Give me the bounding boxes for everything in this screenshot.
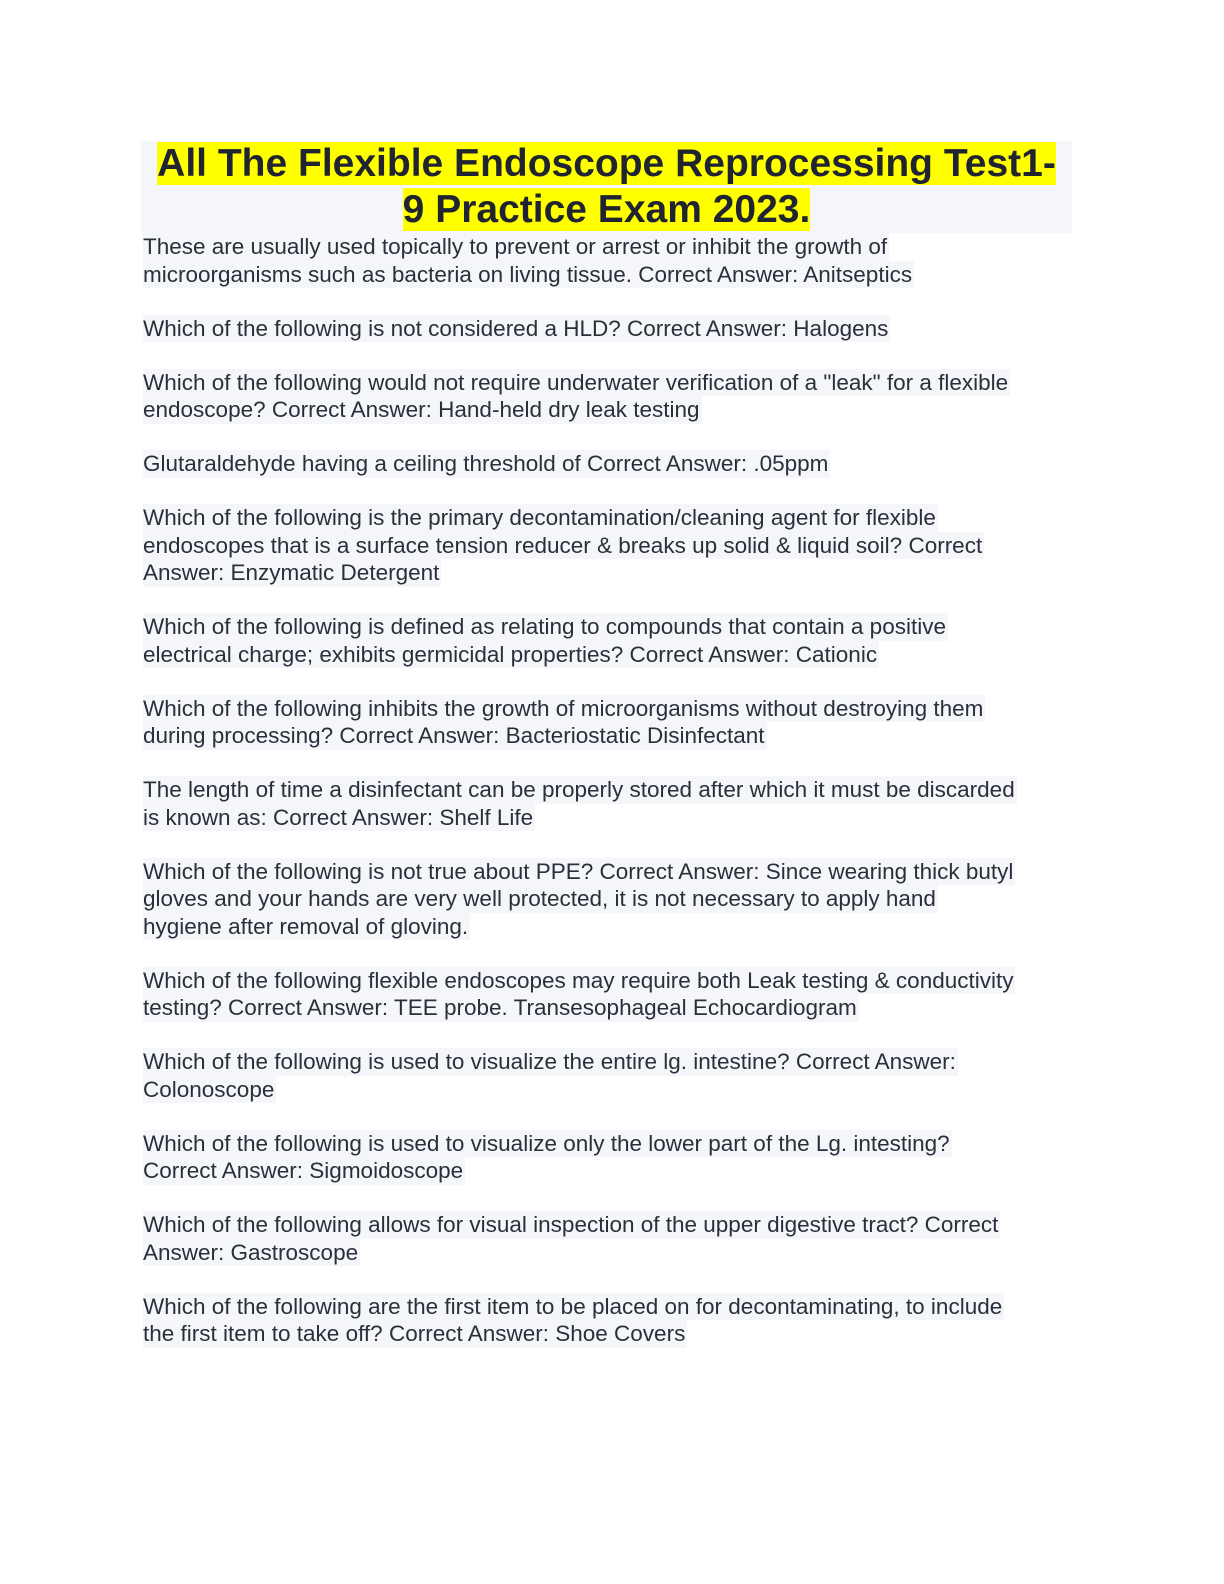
- qa-item: [143, 695, 1078, 750]
- qa-item: [143, 1293, 1078, 1348]
- qa-line: Answer: Gastroscope: [143, 1239, 359, 1265]
- title-line-2: 9 Practice Exam 2023.: [402, 188, 811, 231]
- qa-item: [143, 450, 1078, 478]
- qa-line: Which of the following is not considered a HLD? Correct Answer: Halogens: [143, 315, 889, 341]
- question-answer-list: [143, 233, 1078, 1374]
- qa-line: during processing? Correct Answer: Bacteriostatic Disinfectant: [143, 723, 765, 748]
- qa-line: Which of the following is used to visualize only the lower part of the Lg. intesting?: [143, 1130, 950, 1156]
- qa-item: [143, 858, 1078, 941]
- qa-item: [143, 233, 1078, 288]
- qa-line: the first item to take off? Correct Answer: Shoe Covers: [143, 1321, 686, 1346]
- qa-item: [143, 1130, 1078, 1185]
- qa-line: Which of the following would not require underwater verification of a "leak" for a flexible: [143, 369, 1009, 395]
- qa-line: Which of the following are the first item to be placed on for decontaminating, to include: [143, 1293, 1003, 1319]
- qa-line: is known as: Correct Answer: Shelf Life: [143, 804, 534, 830]
- qa-line: microorganisms such as bacteria on living tissue. Correct Answer: Anitseptics: [143, 261, 913, 287]
- qa-item: [143, 369, 1078, 424]
- qa-line: endoscope? Correct Answer: Hand-held dry leak testing: [143, 397, 700, 422]
- qa-line: Which of the following is the primary decontamination/cleaning agent for flexible: [143, 505, 936, 530]
- qa-line: Which of the following inhibits the growth of microorganisms without destroying them: [143, 695, 984, 721]
- qa-line: Colonoscope: [143, 1076, 275, 1102]
- qa-line: Which of the following flexible endoscopes may require both Leak testing & conductivity: [143, 967, 1014, 993]
- qa-item: [143, 504, 1078, 587]
- qa-line: Correct Answer: Sigmoidoscope: [143, 1158, 464, 1183]
- qa-item: [143, 1048, 1078, 1103]
- qa-item: [143, 1211, 1078, 1266]
- qa-line: electrical charge; exhibits germicidal properties? Correct Answer: Cationic: [143, 641, 878, 667]
- qa-line: hygiene after removal of gloving.: [143, 913, 469, 939]
- qa-item: [143, 315, 1078, 343]
- qa-line: Glutaraldehyde having a ceiling threshold of Correct Answer: .05ppm: [143, 451, 829, 476]
- qa-line: Which of the following is used to visualize the entire lg. intestine? Correct Answer:: [143, 1049, 956, 1074]
- qa-line: testing? Correct Answer: TEE probe. Transesophageal Echocardiogram: [143, 995, 857, 1020]
- qa-item: [143, 776, 1078, 831]
- document-title: [141, 141, 1072, 233]
- qa-line: Which of the following is defined as relating to compounds that contain a positive: [143, 614, 946, 639]
- qa-item: [143, 967, 1078, 1022]
- qa-line: These are usually used topically to prevent or arrest or inhibit the growth of: [143, 234, 888, 259]
- title-line-1: All The Flexible Endoscope Reprocessing Test1-: [157, 142, 1056, 185]
- qa-line: Which of the following allows for visual inspection of the upper digestive tract? Correct: [143, 1212, 999, 1237]
- qa-line: endoscopes that is a surface tension reducer & breaks up solid & liquid soil? Correct: [143, 532, 983, 558]
- qa-item: [143, 613, 1078, 668]
- qa-line: gloves and your hands are very well protected, it is not necessary to apply hand: [143, 886, 936, 911]
- qa-line: Which of the following is not true about PPE? Correct Answer: Since wearing thick butyl: [143, 858, 1014, 884]
- qa-line: The length of time a disinfectant can be properly stored after which it must be discarded: [143, 777, 1015, 802]
- qa-line: Answer: Enzymatic Detergent: [143, 560, 440, 585]
